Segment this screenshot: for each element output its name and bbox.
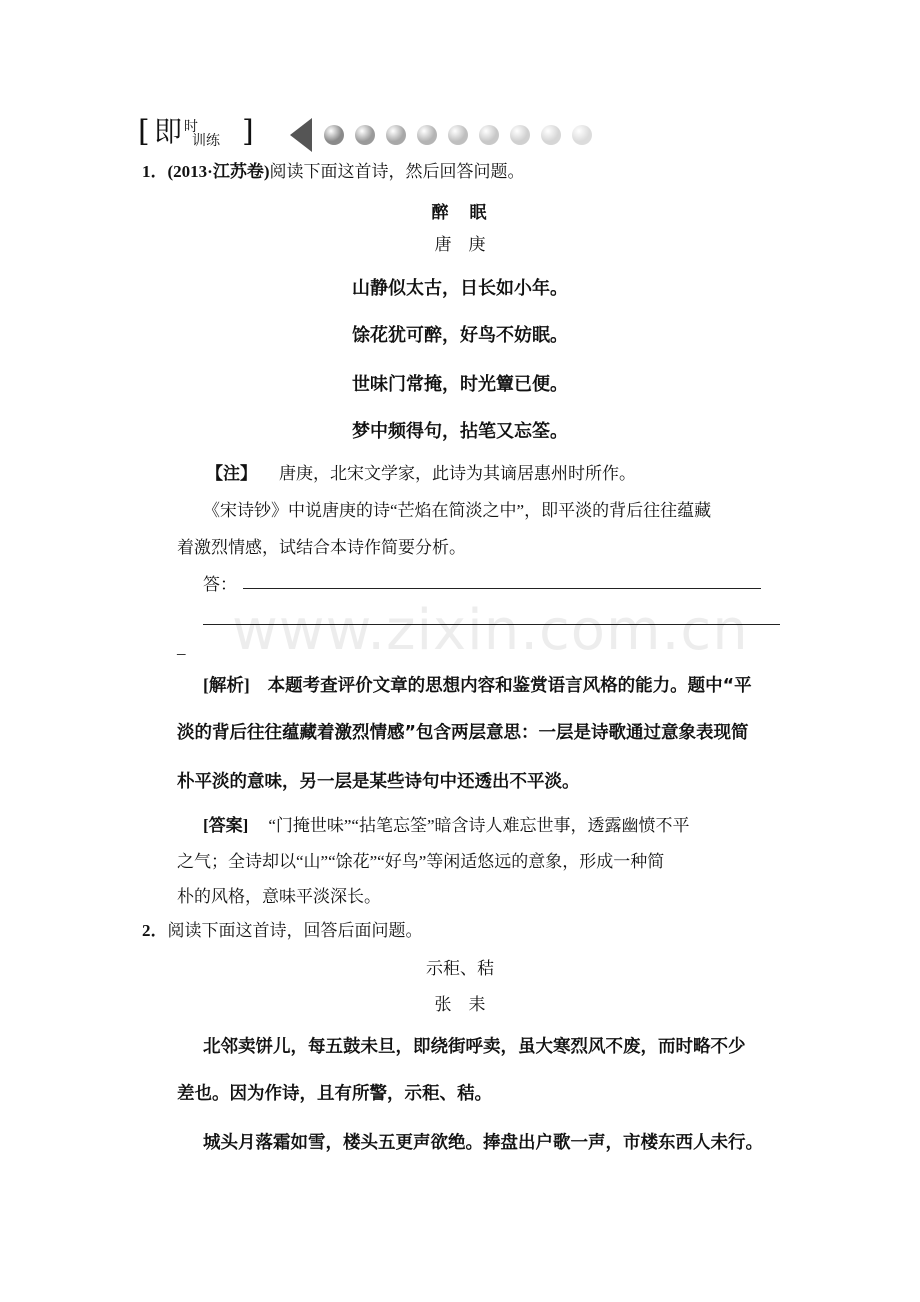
q2-poem-author: 张 耒 xyxy=(434,995,486,1014)
q1-poem-line: 世味门常掩，时光簟已便。 xyxy=(352,374,568,395)
q1-prompt xyxy=(142,161,525,183)
progress-dots xyxy=(290,118,603,152)
circle-icon xyxy=(386,125,406,145)
answer-tail: _ xyxy=(177,638,186,657)
q1-note xyxy=(206,459,636,484)
circle-icon xyxy=(572,125,592,145)
q1-number: 1． xyxy=(142,162,168,181)
q1-poem-title: 醉 眠 xyxy=(431,203,489,222)
q2-prompt xyxy=(142,920,423,942)
q1-note-text: 唐庚，北宋文学家，此诗为其谪居惠州时所作。 xyxy=(279,464,636,483)
q1-poem-line: 梦中频得句，拈笔又忘筌。 xyxy=(352,421,568,442)
q1-poem-author: 唐 庚 xyxy=(434,235,486,254)
q2-prompt-text: 阅读下面这首诗，回答后面问题。 xyxy=(167,921,423,940)
circle-icon xyxy=(541,125,561,145)
q1-answer-label: 答： xyxy=(203,575,237,594)
q1-prompt-text: 阅读下面这首诗，然后回答问题。 xyxy=(269,162,525,181)
q1-question-line: 着激烈情感，试结合本诗作简要分析。 xyxy=(177,538,466,557)
section-header xyxy=(138,114,608,156)
bracket-right: ] xyxy=(242,114,254,149)
q1-poem-line: 山静似太古，日长如小年。 xyxy=(352,278,568,299)
q1-key-line: 朴的风格，意味平淡深长。 xyxy=(177,887,381,906)
q1-key-label: [答案] xyxy=(203,816,249,835)
q1-analysis-line: 淡的背后往往蕴藏着激烈情感”包含两层意思：一层是诗歌通过意象表现简 xyxy=(177,723,749,743)
circle-icon xyxy=(510,125,530,145)
q1-key-line xyxy=(203,811,690,836)
q1-question-line: 《宋诗钞》中说唐庚的诗“芒焰在简淡之中”，即平淡的背后往往蕴藏 xyxy=(203,501,712,520)
q2-poem-title: 示秬、秸 xyxy=(426,959,494,978)
header-title-small-top: 时 xyxy=(184,119,198,135)
q1-analysis-line xyxy=(203,672,752,697)
q1-source: (2013·江苏卷) xyxy=(167,162,270,181)
q1-key-text: “门掩世味”“拈笔忘筌”暗含诗人难忘世事，透露幽愤不平 xyxy=(268,816,690,835)
circle-icon xyxy=(355,125,375,145)
q1-key-line: 之气；全诗却以“山”“馀花”“好鸟”等闲适悠远的意象，形成一种简 xyxy=(177,852,665,871)
bracket-left: [ xyxy=(138,114,150,149)
q1-analysis-label: [解析] xyxy=(203,675,250,695)
header-title-small-bottom: 训练 xyxy=(192,133,220,149)
q2-number: 2． xyxy=(142,921,168,940)
circle-icon xyxy=(417,125,437,145)
q1-analysis-line: 朴平淡的意味，另一层是某些诗句中还透出不平淡。 xyxy=(177,772,580,792)
left-arrow-icon xyxy=(290,118,312,152)
circle-icon xyxy=(324,125,344,145)
header-title-big: 即 xyxy=(154,115,183,148)
q1-analysis-text: 本题考查评价文章的思想内容和鉴赏语言风格的能力。题中“平 xyxy=(267,676,752,696)
q2-preface-line: 差也。因为作诗，且有所警，示秬、秸。 xyxy=(177,1084,492,1104)
answer-line xyxy=(243,588,761,589)
q2-poem-line: 城头月落霜如雪，楼头五更声欲绝。捧盘出户歌一声，市楼东西人未行。 xyxy=(203,1133,763,1153)
watermark: www.zixin.com.cn xyxy=(232,598,749,663)
circle-icon xyxy=(479,125,499,145)
q1-poem-line: 馀花犹可醉，好鸟不妨眠。 xyxy=(352,325,568,346)
circle-icon xyxy=(448,125,468,145)
q1-note-label: 【注】 xyxy=(206,464,257,483)
q2-preface-line: 北邻卖饼儿，每五鼓未旦，即绕街呼卖，虽大寒烈风不废，而时略不少 xyxy=(203,1037,746,1057)
